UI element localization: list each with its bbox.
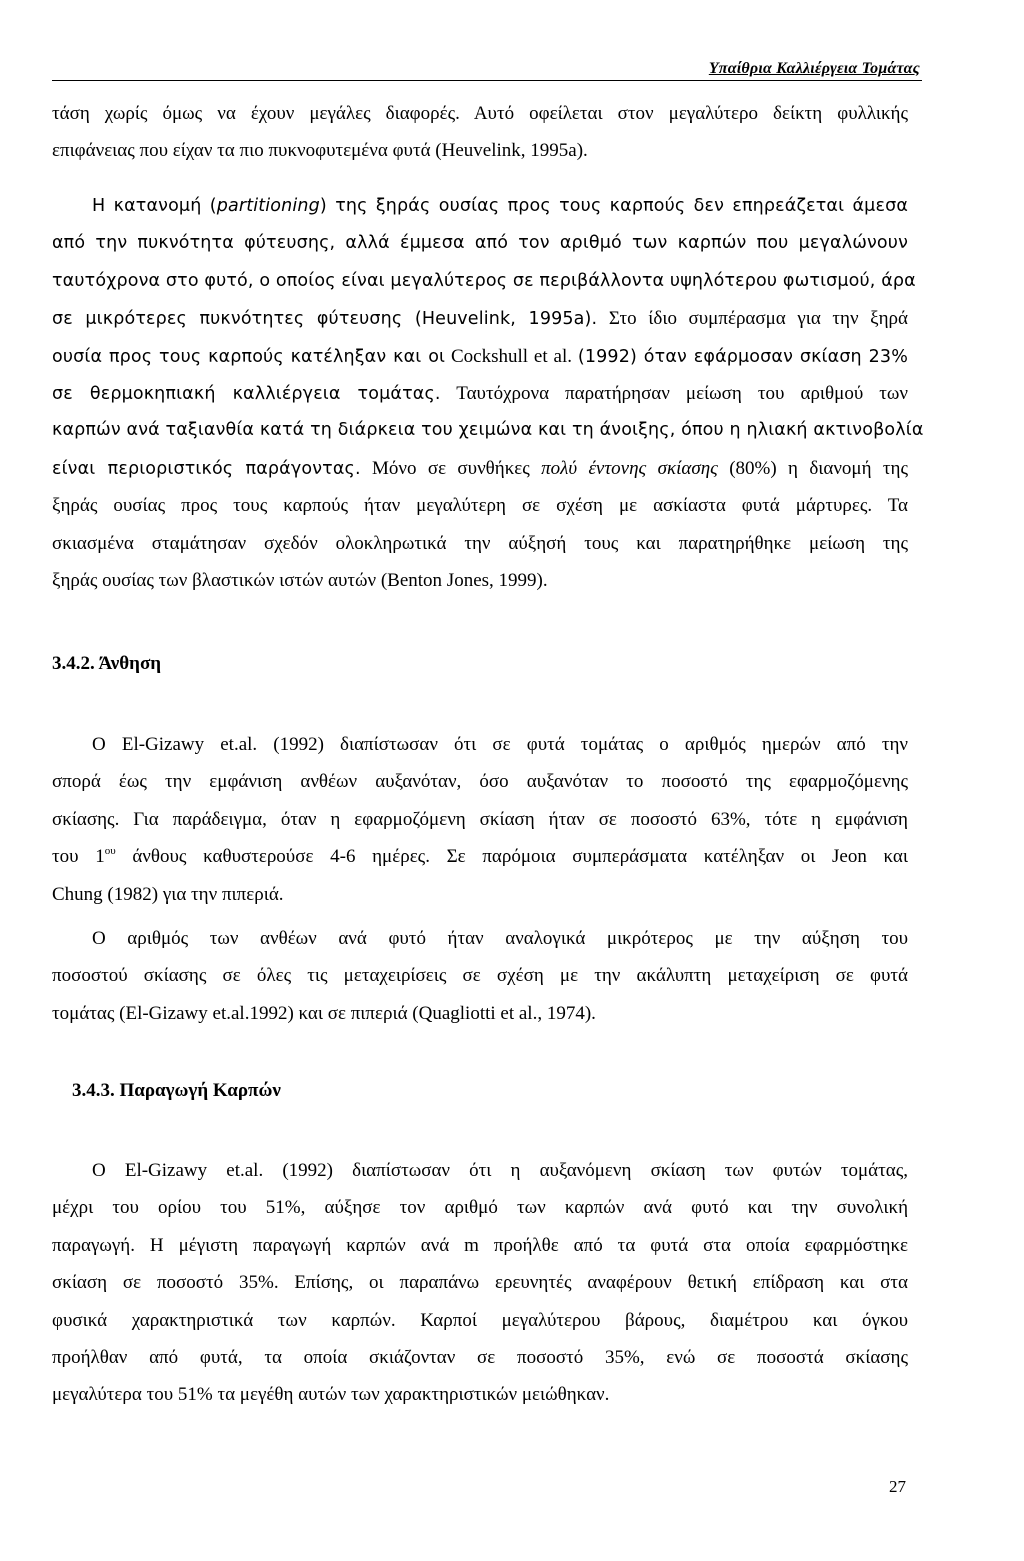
text-line: μέχρι του ορίου του 51%, αύξησε τον αριθμό των καρπών ανά φυτό και την συνολική [52, 1197, 908, 1219]
text-line: είναι περιοριστικός παράγοντας. Μόνο σε συνθήκες πολύ έντονης σκίασης (80%) η διανομή της [52, 457, 908, 479]
section-heading-fruit-production: 3.4.3. Παραγωγή Καρπών [72, 1080, 281, 1101]
text-line: του $1^{o\upsilon}$ άνθους καθυστερούσε 4-6 ημέρες. Σε παρόμοια συμπεράσματα κατέληξαν οι Jeon και [52, 845, 908, 868]
text-line: ουσία προς τους καρπούς κατέληξαν και οι Cockshull et al. (1992) όταν εφάρμοσαν σκίαση 23% [52, 345, 908, 367]
text-line: σκίασης. Για παράδειγμα, όταν η εφαρμοζόμενη σκίαση ήταν σε ποσοστό 63%, τότε η εμφάνιση [52, 808, 908, 830]
page-number: 27 [889, 1477, 906, 1496]
text-line: ταυτόχρονα στο φυτό, ο οποίος είναι μεγαλύτερος σε περιβάλλοντα υψηλότερου φωτισμού, άρα [52, 270, 916, 291]
text-line: σε θερμοκηπιακή καλλιέργεια τομάτας. Ταυτόχρονα παρατήρησαν μείωση του αριθμού των [52, 382, 909, 404]
text-line: Η κατανομή (partitioning) της ξηράς ουσίας προς τους καρπούς δεν επηρεάζεται άμεσα [92, 196, 909, 216]
text-line: ξηράς ουσίας των βλαστικών ιστών αυτών (Benton Jones, 1999). [52, 569, 548, 591]
text-line: τάση χωρίς όμως να έχουν μεγάλες διαφορές. Αυτό οφείλεται στον μεγαλύτερο δείκτη φυλλικής [52, 103, 908, 124]
header-rule [52, 80, 922, 81]
text-line: σκίαση σε ποσοστό 35%. Επίσης, οι παραπάνω ερευνητές αναφέρουν θετική επίδραση και στα [52, 1272, 908, 1294]
paragraph-3 [52, 726, 908, 913]
running-header: Υπαίθρια Καλλιέργεια Τομάτας [708, 60, 920, 77]
text-line: παραγωγή. Η μέγιστη παραγωγή καρπών ανά m προήλθε από τα φυτά στα οποία εφαρμόστηκε [52, 1234, 908, 1256]
text-line: φυσικά χαρακτηριστικά των καρπών. Καρποί μεγαλύτερου βάρους, διαμέτρου και όγκου [52, 1309, 908, 1331]
text-line: από την πυκνότητα φύτευσης, αλλά έμμεσα από τον αριθμό των καρπών που μεγαλώνουν [52, 233, 908, 254]
text-line: σπορά έως την εμφάνιση ανθέων αυξανόταν, όσο αυξανόταν το ποσοστό της εφαρμοζόμενης [52, 771, 908, 793]
text-line: επιφάνειας που είχαν τα πιο πυκνοφυτεμένα φυτά (Heuvelink, 1995a). [52, 140, 588, 162]
text-line: προήλθαν από φυτά, τα οποία σκιάζονταν σε ποσοστό 35%, ενώ σε ποσοστά σκίασης [52, 1346, 908, 1368]
text-line: τομάτας (El-Gizawy et.al.1992) και σε πιπεριά (Quagliotti et al., 1974). [52, 1002, 596, 1024]
paragraph-4 [52, 920, 908, 1032]
section-heading-flowering: 3.4.2. Άνθηση [52, 653, 162, 674]
text-line: ποσοστού σκίασης σε όλες τις μεταχειρίσεις σε σχέση με την ακάλυπτη μεταχείριση σε φυτά [52, 965, 908, 987]
paragraph-2 [52, 188, 924, 599]
text-line: μεγαλύτερα του 51% τα μεγέθη αυτών των χαρακτηριστικών μειώθηκαν. [52, 1384, 610, 1406]
paragraph-5 [52, 1152, 908, 1414]
text-line: ξηράς ουσίας προς τους καρπούς ήταν μεγαλύτερη σε σχέση με ασκίαστα φυτά μάρτυρες. Τα [52, 495, 908, 517]
paragraph-1 [52, 95, 908, 170]
text-line: O αριθμός των ανθέων ανά φυτό ήταν αναλογικά μικρότερος με την αύξηση του [92, 928, 908, 949]
text-line: καρπών ανά ταξιανθία κατά τη διάρκεια του χειμώνα και τη άνοιξης, όπου η ηλιακή ακτινοβολία [52, 420, 924, 441]
text-line: O El-Gizawy et.al. (1992) διαπίστωσαν ότι σε φυτά τομάτας ο αριθμός ημερών από την [92, 734, 908, 755]
text-line: O El-Gizawy et.al. (1992) διαπίστωσαν ότι η αυξανόμενη σκίαση των φυτών τομάτας, [92, 1160, 908, 1181]
text-line: σε μικρότερες πυκνότητες φύτευσης (Heuvelink, 1995a). Στο ίδιο συμπέρασμα για την ξηρά [52, 308, 908, 330]
text-line: σκιασμένα σταμάτησαν σχεδόν ολοκληρωτικά την αύξησή τους και παρατηρήθηκε μείωση της [52, 532, 908, 554]
text-line: Chung (1982) για την πιπεριά. [52, 883, 284, 905]
